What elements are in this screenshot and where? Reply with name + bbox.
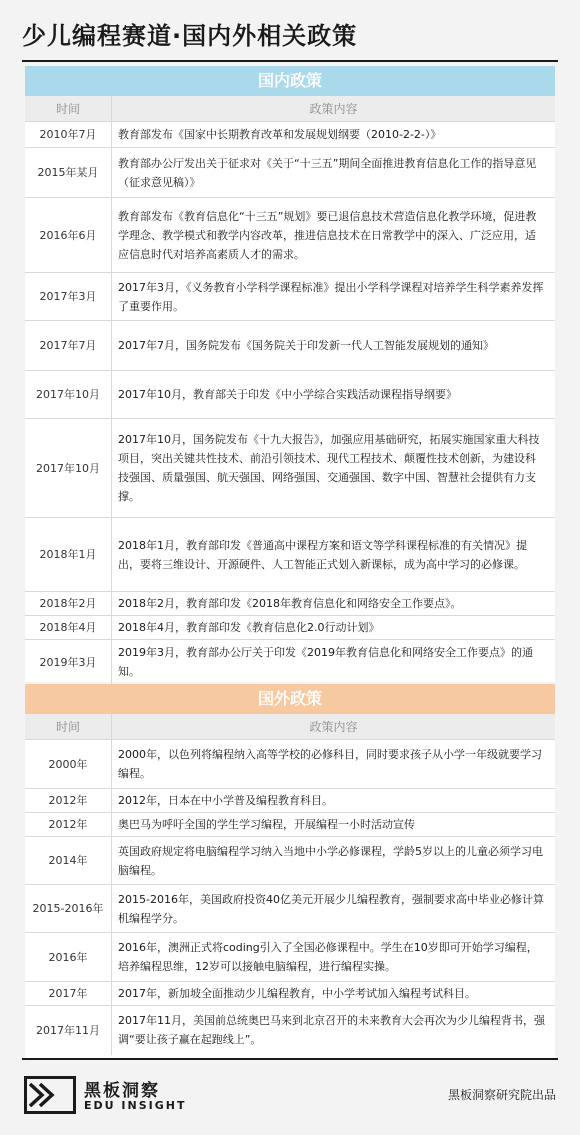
row-content: 2019年3月，教育部办公厅关于印发《2019年教育信息化和网络安全工作要点》的通知。 [118, 646, 533, 679]
publisher-credit: 黑板洞察研究院出品 [447, 1088, 556, 1102]
row-date: 2015年某月 [25, 148, 112, 198]
row-date: 2016年 [25, 933, 112, 982]
top-divider [22, 60, 558, 62]
row-date: 2010年7月 [25, 122, 112, 148]
brand-name-en: EDU INSIGHT [84, 1099, 187, 1112]
row-date: 2017年10月 [25, 371, 112, 419]
row-date: 2015-2016年 [25, 885, 112, 933]
row-content: 2017年3月，《义务教育小学科学课程标准》提出小学科学课程对培养学生科学素养发挥了重要作用。 [112, 273, 556, 321]
row-content: 2017年11月，美国前总统奥巴马来到北京召开的未来教育大会再次为少儿编程背书，强调“要让孩子赢在起跑线上”。 [118, 1014, 545, 1047]
table-row [25, 518, 555, 592]
table-row [25, 813, 555, 837]
row-date: 2012年 [25, 813, 112, 837]
table-row [25, 933, 555, 982]
table-row [25, 640, 555, 685]
table-row [25, 321, 555, 371]
foreign-section-heading: 国外政策 [25, 684, 555, 714]
row-content: 2000年，以色列将编程纳入高等学校的必修科目，同时要求孩子从小学一年级就要学习编程。 [112, 740, 556, 789]
row-content: 2018年1月，教育部印发《普通高中课程方案和语文等学科课程标准的有关情况》提出，要将三维设计、开源硬件、人工智能正式划入新课标，成为高中学习的必修课。 [112, 518, 556, 592]
date-column-header: 时间 [25, 714, 112, 740]
row-date: 2017年10月 [25, 419, 112, 518]
table-row [25, 740, 555, 789]
row-date: 2000年 [25, 740, 112, 789]
content-column-header: 政策内容 [112, 714, 556, 740]
row-content: 2018年4月，教育部印发《教育信息化2.0行动计划》 [112, 616, 556, 640]
row-date: 2017年3月 [25, 273, 112, 321]
row-date: 2017年7月 [25, 321, 112, 371]
row-content: 2017年10月，国务院发布《十九大报告》，加强应用基础研究，拓展实施国家重大科技项目，突出关键共性技术、前沿引领技术、现代工程技术、颠覆性技术创新，为建设科技强国、质量强国、航天强国、网络强国、交通强国、数字中国、智慧社会提供有力支撑。 [112, 419, 556, 518]
row-date: 2016年6月 [25, 198, 112, 273]
row-date: 2012年 [25, 789, 112, 813]
foreign-policy-section [25, 684, 555, 1058]
table-row [25, 616, 555, 640]
table-row [25, 273, 555, 321]
table-row [25, 837, 555, 885]
foreign-policy-table [25, 714, 555, 1055]
row-date: 2018年1月 [25, 518, 112, 592]
row-content: 2017年，新加坡全面推动少儿编程教育，中小学考试加入编程考试科目。 [112, 982, 556, 1006]
content-column-header: 政策内容 [112, 96, 556, 122]
row-content: 英国政府规定将电脑编程学习纳入当地中小学必修课程，学龄5岁以上的儿童必须学习电脑编程。 [112, 837, 556, 885]
date-column-header: 时间 [25, 96, 112, 122]
table-row [25, 1006, 555, 1055]
table-row [25, 789, 555, 813]
row-content: 教育部办公厅发出关于征求对《关于“十三五”期间全面推进教育信息化工作的指导意见（征求意见稿）》 [112, 148, 556, 198]
domestic-policy-section [25, 66, 555, 682]
table-row [25, 885, 555, 933]
row-date: 2019年3月 [25, 640, 112, 685]
table-row [25, 122, 555, 148]
brand-logo-icon [24, 1076, 76, 1118]
row-content: 2012年，日本在中小学普及编程教育科目。 [112, 789, 556, 813]
page-title: 少儿编程赛道·国内外相关政策 [22, 22, 358, 50]
row-content: 教育部发布《教育信息化“十三五”规划》要已退信息技术营造信息化教学环境，促进教学理念、教学模式和教学内容改革，推进信息技术在日常教学中的深入、广泛应用，适应信息时代对培养高素质人才的需求。 [112, 198, 556, 273]
table-row [25, 419, 555, 518]
row-content: 2016年，澳洲正式将coding引入了全国必修课程中。学生在10岁即可开始学习编程，培养编程思维，12岁可以接触电脑编程，进行编程实操。 [112, 933, 556, 982]
row-date: 2018年4月 [25, 616, 112, 640]
row-date: 2018年2月 [25, 592, 112, 616]
row-content: 2017年7月，国务院发布《国务院关于印发新一代人工智能发展规划的通知》 [112, 321, 556, 371]
row-content: 2018年2月，教育部印发《2018年教育信息化和网络安全工作要点》。 [112, 592, 556, 616]
table-row [25, 148, 555, 198]
row-date: 2014年 [25, 837, 112, 885]
brand-name-cn: 黑板洞察 [84, 1081, 160, 1101]
domestic-policy-table [25, 96, 555, 685]
row-content: 2015-2016年，美国政府投资40亿美元开展少儿编程教育，强制要求高中毕业必修计算机编程学分。 [112, 885, 556, 933]
table-row [25, 371, 555, 419]
row-content: 2017年10月，教育部关于印发《中小学综合实践活动课程指导纲要》 [112, 371, 556, 419]
table-row [25, 592, 555, 616]
table-row [25, 982, 555, 1006]
domestic-section-heading: 国内政策 [25, 66, 555, 96]
row-content: 教育部发布《国家中长期教育改革和发展规划纲要（2010-2-2-）》 [112, 122, 556, 148]
bottom-divider [22, 1058, 558, 1060]
row-date: 2017年11月 [25, 1006, 112, 1055]
row-content: 奥巴马为呼吁全国的学生学习编程，开展编程一小时活动宣传 [112, 813, 556, 837]
row-date: 2017年 [25, 982, 112, 1006]
table-row [25, 198, 555, 273]
